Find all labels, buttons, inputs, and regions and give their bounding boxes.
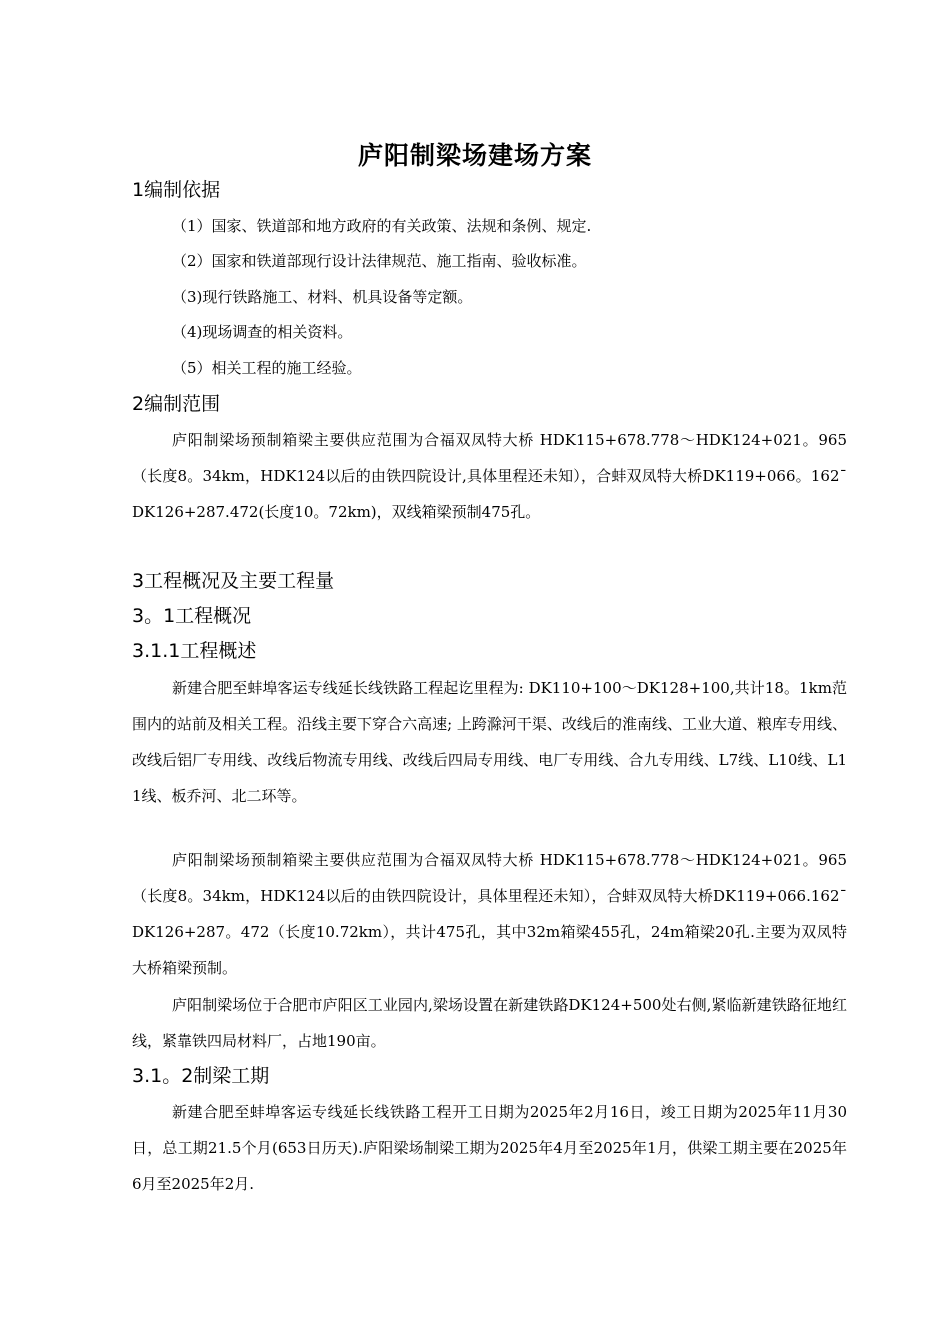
document-title: 庐阳制梁场建场方案 [357, 141, 592, 170]
subsection-heading-project-summary: 3.1.1工程概述 [132, 640, 257, 662]
basis-item-4: （4)现场调查的相关资料。 [172, 323, 353, 341]
basis-item-1: （1）国家、铁道部和地方政府的有关政策、法规和条例、规定. [172, 217, 592, 235]
subsection-heading-project-overview: 3。1工程概况 [132, 605, 252, 627]
scope-paragraph: 庐阳制梁场预制箱梁主要供应范围为合福双凤特大桥 HDK115+678.778～HDK124+021。965（长度8。34km，HDK124以后的由铁四院设计,具体里程还未知），合蚌双凤特大桥DK119+066。162¯ DK126+287.472(长度10。72km)，双线箱梁预制475孔。 [132, 431, 847, 521]
basis-item-2: （2）国家和铁道部现行设计法律规范、施工指南、验收标准。 [172, 252, 587, 270]
summary-paragraph-1: 新建合肥至蚌埠客运专线延长线铁路工程起讫里程为: DK110+100～DK128+100,共计18。1km范围内的站前及相关工程。沿线主要下穿合六高速; 上跨滁河干渠、改线后的淮南线、工业大道、粮库专用线、改线后铝厂专用线、改线后物流专用线、改线后四局专用线、电厂专用线、合九专用线、L7线、L10线、L11线、板乔河、北二环等。 [132, 679, 847, 805]
summary-paragraph-3: 庐阳制梁场位于合肥市庐阳区工业园内,梁场设置在新建铁路DK124+500处右侧,紧临新建铁路征地红线，紧靠铁四局材料厂，占地190亩。 [132, 996, 847, 1050]
schedule-paragraph: 新建合肥至蚌埠客运专线延长线铁路工程开工日期为2025年2月16日，竣工日期为2025年11月30日，总工期21.5个月(653日历天).庐阳梁场制梁工期为2025年4月至2025年1月，供梁工期主要在2025年6月至2025年2月. [132, 1103, 847, 1193]
section-heading-scope: 2编制范围 [132, 393, 221, 415]
basis-item-3: （3)现行铁路施工、材料、机具设备等定额。 [172, 288, 473, 306]
subsection-heading-schedule: 3.1。2制梁工期 [132, 1065, 270, 1087]
section-heading-basis: 1编制依据 [132, 179, 221, 201]
basis-item-5: （5）相关工程的施工经验。 [172, 359, 362, 377]
section-heading-overview: 3工程概况及主要工程量 [132, 570, 335, 592]
summary-paragraph-2: 庐阳制梁场预制箱梁主要供应范围为合福双凤特大桥 HDK115+678.778～HDK124+021。965（长度8。34km，HDK124以后的由铁四院设计，具体里程还未知），合蚌双凤特大桥DK119+066.162¯ DK126+287。472（长度10.72km），共计475孔，其中32m箱梁455孔，24m箱梁20孔.主要为双凤特大桥箱梁预制。 [132, 851, 847, 977]
